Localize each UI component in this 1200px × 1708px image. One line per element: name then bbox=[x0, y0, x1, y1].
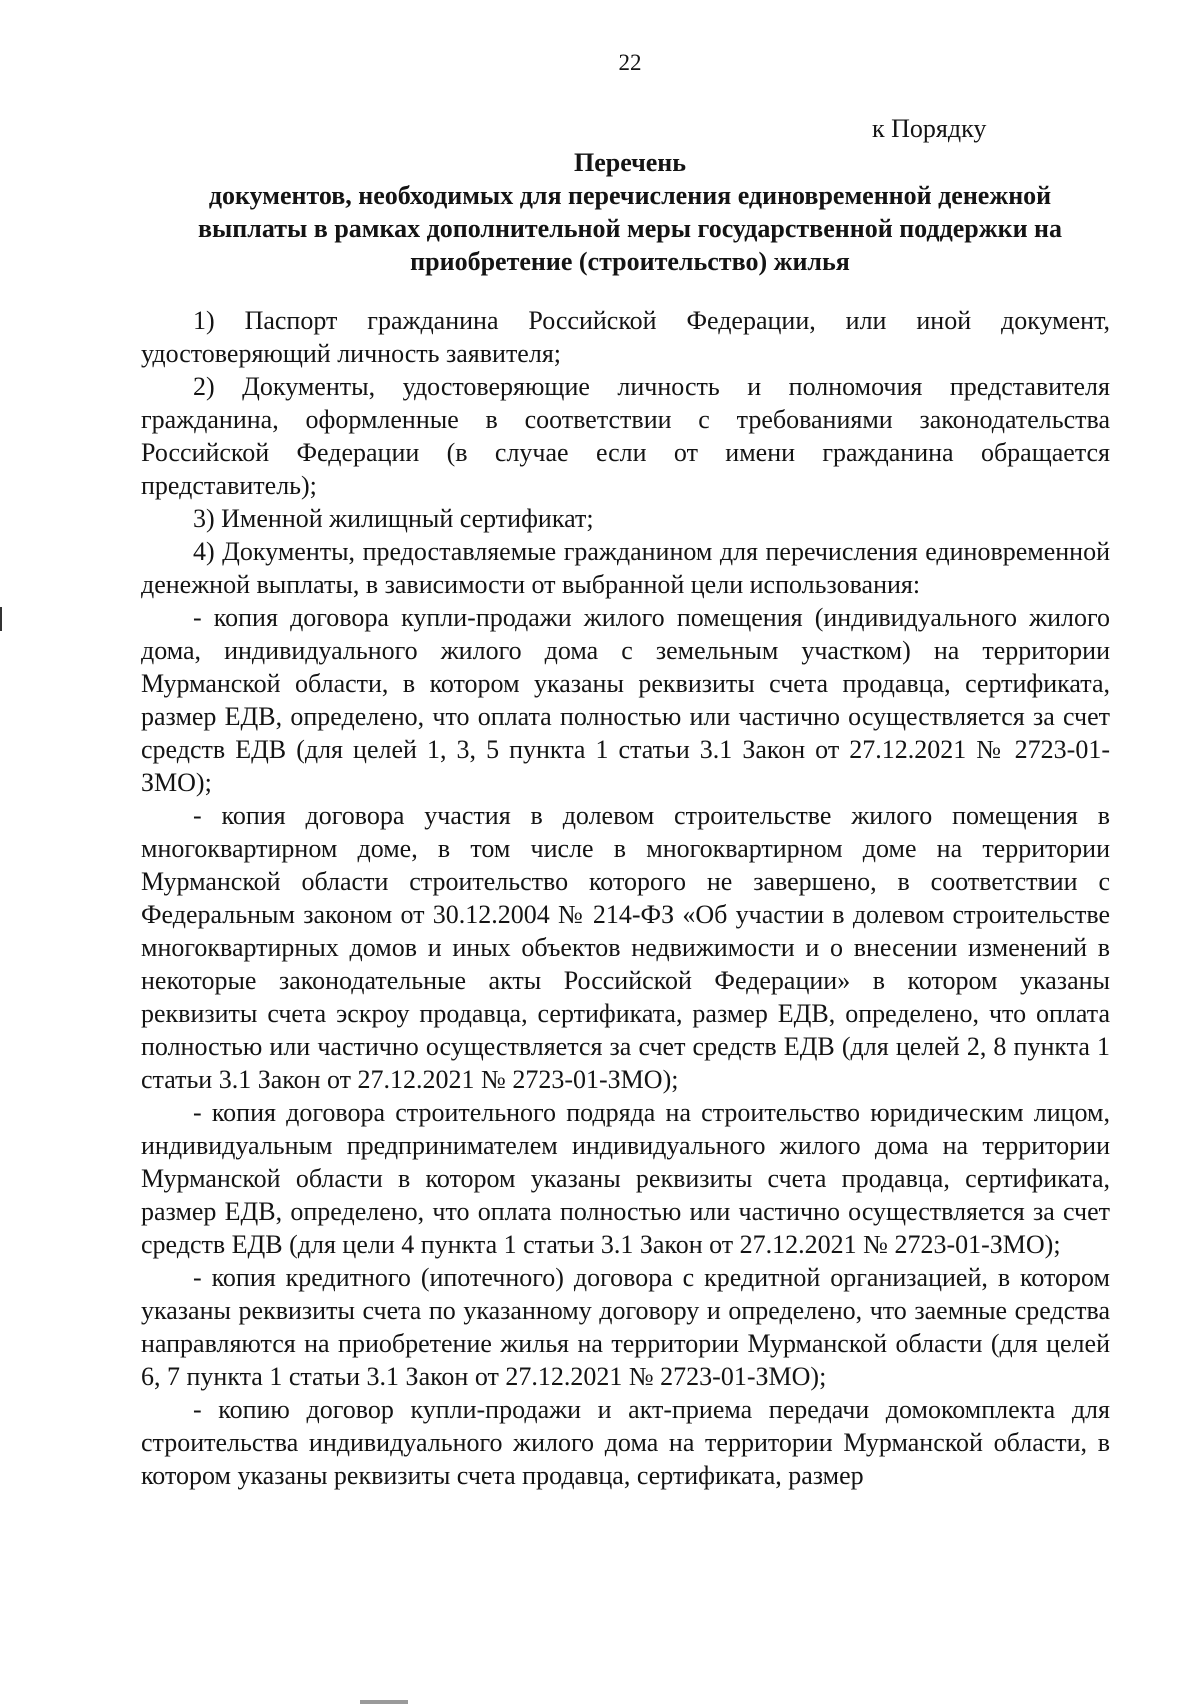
page-number: 22 bbox=[618, 50, 642, 75]
list-item-house-kit-contract: - копию договор купли-продажи и акт-приема передачи домокомплекта для строительства индивидуального жилого дома на территории Мурманской области, в котором указаны реквизиты счета продавца, сертификата, размер bbox=[141, 1395, 1110, 1490]
scan-margin-mark bbox=[0, 607, 2, 631]
list-item-mortgage-contract: - копия кредитного (ипотечного) договора с кредитной организацией, в котором указаны реквизиты счета по указанному договору и определено, что заемные средства направляются на приобретение жилья на территории Мурманской области (для целей 6, 7 пункта 1 статьи 3.1 Закон от 27.12.2021 № 2723-01-ЗМО); bbox=[141, 1263, 1110, 1391]
paragraph-representative-documents: 2) Документы, удостоверяющие личность и полномочия представителя гражданина, оформленные в соответствии с требованиями законодательства Российской Федерации (в случае если от имени гражданина обращается представитель); bbox=[141, 372, 1110, 500]
title-line-4: приобретение (строительство) жилья bbox=[410, 247, 850, 276]
title-line-2: документов, необходимых для перечисления единовременной денежной bbox=[208, 181, 1052, 210]
list-item-construction-contract: - копия договора строительного подряда на строительство юридическим лицом, индивидуальным предпринимателем индивидуального жилого дома на территории Мурманской области в котором указаны реквизиты счета продавца, сертификата, размер ЕДВ, определено, что оплата полностью или частично осуществляется за счет средств ЕДВ (для цели 4 пункта 1 статьи 3.1 Закон от 27.12.2021 № 2723-01-ЗМО); bbox=[141, 1098, 1110, 1259]
list-item-shared-construction-contract: - копия договора участия в долевом строительстве жилого помещения в многоквартирном доме, в том числе в многоквартирном доме на территории Мурманской области строительство которого не завершено, в соответствии с Федеральным законом от 30.12.2004 № 214-ФЗ «Об участии в долевом строительстве многоквартирных домов и иных объектов недвижимости и о внесении изменений в некоторые законодательные акты Российской Федерации» в котором указаны реквизиты счета эскроу продавца, сертификата, размер ЕДВ, определено, что оплата полностью или частично осуществляется за счет средств ЕДВ (для целей 2, 8 пункта 1 статьи 3.1 Закон от 27.12.2021 № 2723-01-ЗМО); bbox=[141, 801, 1110, 1094]
paragraph-payment-documents: 4) Документы, предоставляемые гражданином для перечисления единовременной денежной выплаты, в зависимости от выбранной цели использования: bbox=[141, 537, 1110, 599]
document-title bbox=[130, 146, 1130, 278]
list-item-sale-contract: - копия договора купли-продажи жилого помещения (индивидуального жилого дома, индивидуального жилого дома с земельным участком) на территории Мурманской области, в котором указаны реквизиты счета продавца, сертификата, размер ЕДВ, определено, что оплата полностью или частично осуществляется за счет средств ЕДВ (для целей 1, 3, 5 пункта 1 статьи 3.1 Закон от 27.12.2021 № 2723-01-ЗМО); bbox=[141, 603, 1110, 797]
title-line-1: Перечень bbox=[573, 148, 687, 177]
paragraph-housing-certificate: 3) Именной жилищный сертификат; bbox=[193, 504, 594, 533]
paragraph-passport: 1) Паспорт гражданина Российской Федерации, или иной документ, удостоверяющий личность заявителя; bbox=[141, 306, 1110, 368]
appendix-reference: к Порядку bbox=[872, 114, 987, 143]
title-line-3: выплаты в рамках дополнительной меры государственной поддержки на bbox=[197, 214, 1063, 243]
scan-bottom-mark bbox=[360, 1700, 408, 1704]
document-body bbox=[141, 304, 1110, 1492]
